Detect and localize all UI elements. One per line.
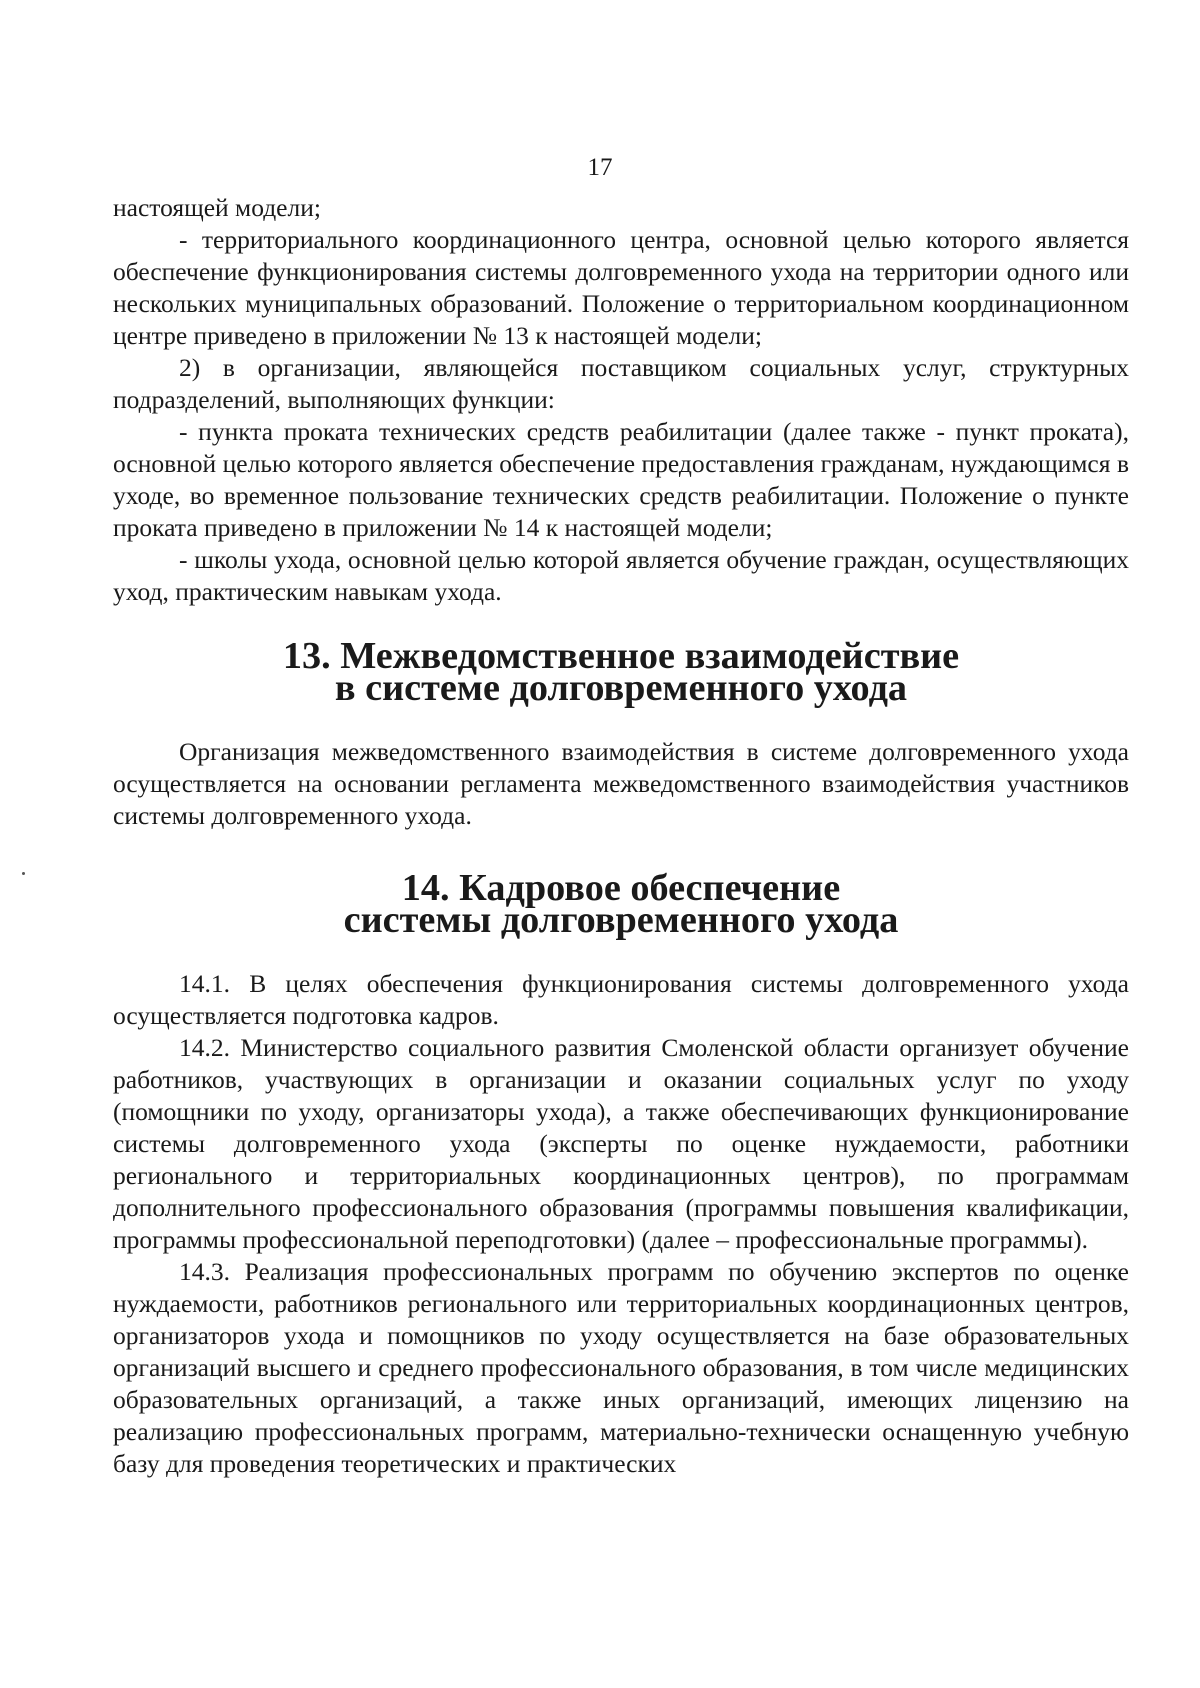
section-13-heading-line-2: в системе долговременного ухода (334, 667, 908, 709)
section-13-paragraph: Организация межведомственного взаимодействия в системе долговременного ухода осуществляется на основании регламента межведомственного взаимодействия участников системы долговременного ухода. (113, 737, 1129, 830)
section-14-paragraph-1: 14.1. В целях обеспечения функционирования системы долговременного ухода осуществляется подготовка кадров. (113, 969, 1129, 1030)
paragraph-care-school: - школы ухода, основной целью которой является обучение граждан, осуществляющих уход, практическим навыкам ухода. (113, 545, 1129, 606)
paragraph-continuation: настоящей модели; (113, 193, 321, 222)
section-14-heading-line-1: 14. Кадровое обеспечение (401, 867, 841, 909)
paragraph-territorial-center: - территориального координационного центра, основной целью которого является обеспечение функционирования системы долговременного ухода на территории одного или нескольких муниципальных образований. Положение о территориальном координационном центре приведено в приложении № 13 к настоящей модели; (113, 225, 1129, 350)
section-13-heading (113, 635, 1129, 709)
section-14-paragraph-2: 14.2. Министерство социального развития Смоленской области организует обучение работников, участвующих в организации и оказании социальных услуг по уходу (помощники по уходу, организаторы ухода), а также обеспечивающих функционирование системы долговременного ухода (эксперты по оценке нуждаемости, работники регионального и территориальных координационных центров), по программам дополнительного профессионального образования (программы повышения квалификации, программы профессиональной переподготовки) (далее – профессиональные программы). (113, 1033, 1129, 1254)
section-13-heading-line-1: 13. Межведомственное взаимодействие (282, 635, 960, 677)
section-14-heading (113, 867, 1129, 941)
page-number: 17 (587, 154, 613, 181)
document-body (113, 192, 1129, 1480)
scan-speck (22, 872, 25, 875)
section-14-heading-line-2: системы долговременного ухода (343, 899, 899, 941)
paragraph-provider-units: 2) в организации, являющейся поставщиком социальных услуг, структурных подразделений, выполняющих функции: (113, 353, 1129, 414)
section-14-paragraph-3: 14.3. Реализация профессиональных программ по обучению экспертов по оценке нуждаемости, работников регионального или территориальных координационных центров, организаторов ухода и помощников по уходу осуществляется на базе образовательных организаций высшего и среднего профессионального образования, в том числе медицинских образовательных организаций, а также иных организаций, имеющих лицензию на реализацию профессиональных программ, материально-технически оснащенную учебную базу для проведения теоретических и практических (113, 1257, 1129, 1478)
paragraph-rental-point: - пункта проката технических средств реабилитации (далее также - пункт проката), основной целью которого является обеспечение предоставления гражданам, нуждающимся в уходе, во временное пользование технических средств реабилитации. Положение о пункте проката приведено в приложении № 14 к настоящей модели; (113, 417, 1129, 542)
